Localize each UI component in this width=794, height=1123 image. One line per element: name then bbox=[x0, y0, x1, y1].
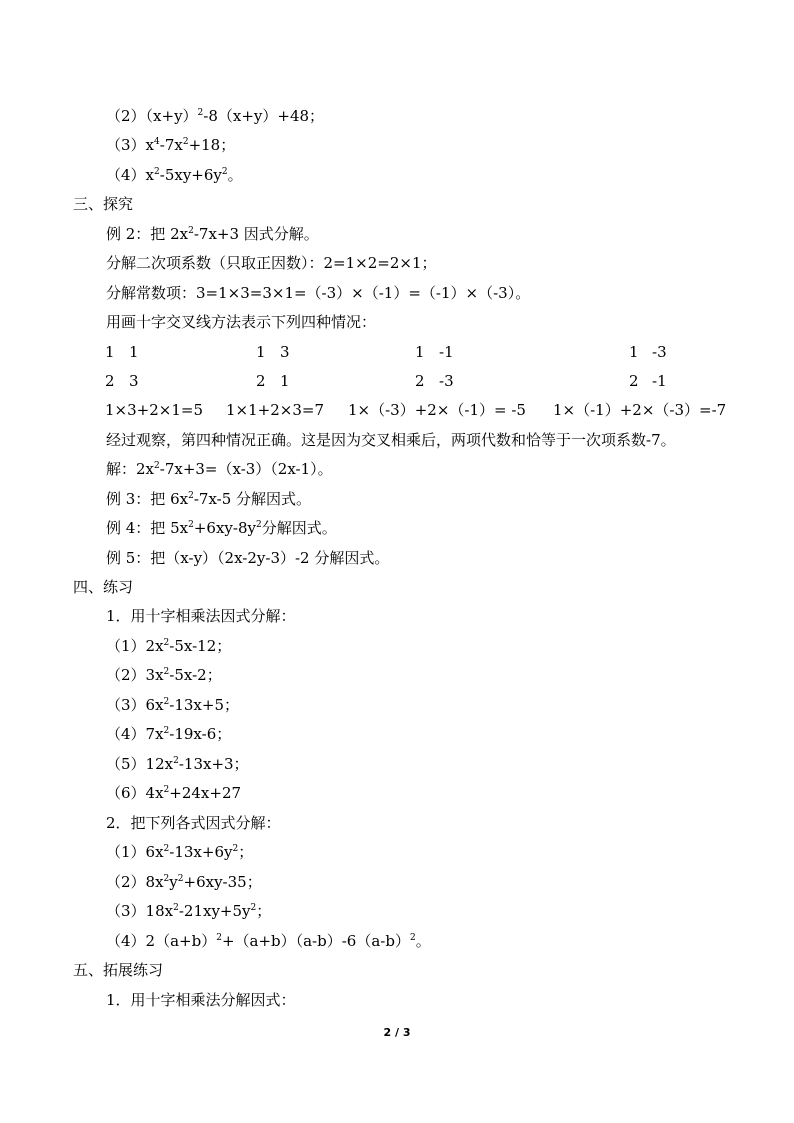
top-item: $(2)(x+y)^2-8(x+y)+48$； bbox=[106, 107, 325, 125]
observation: 经过观察，第四种情况正确。这是因为交叉相乘后，两项代数和恰等于一次项系数-7。 bbox=[106, 431, 676, 449]
example-3: 例 3：把 $6x^2-7x-5$ 分解因式。 bbox=[106, 490, 312, 508]
cross-cell: 3 bbox=[280, 343, 290, 361]
cross-cell: 3 bbox=[129, 372, 139, 390]
cross-calc: 1×（-3）+2×（-1）= -5 bbox=[348, 401, 526, 419]
example-4: 例 4：把 $5x^2+6xy-8y^2$分解因式。 bbox=[106, 519, 337, 537]
exercise-item: $(2)8x^2y^2+6xy-35$； bbox=[106, 873, 262, 891]
cross-cell: 1 bbox=[280, 372, 290, 390]
cross-cell: 2 bbox=[629, 372, 639, 390]
cross-cell: 2 bbox=[415, 372, 425, 390]
cross-cell: -1 bbox=[439, 343, 454, 361]
cross-calc: 1×1+2×3=7 bbox=[226, 401, 324, 419]
page-number: 2 / 3 bbox=[383, 1026, 411, 1039]
exercise-item: $(1)6x^2-13x+6y^2$； bbox=[106, 843, 254, 861]
solution: 解：$2x^2-7x+3=(x-3)(2x-1)$。 bbox=[106, 460, 333, 478]
cross-cell: -1 bbox=[652, 372, 667, 390]
exercise-item: $(4)7x^2-19x-6$； bbox=[106, 725, 232, 743]
exercise-item: $(3)6x^2-13x+5$； bbox=[106, 696, 240, 714]
top-item: $(4)x^2-5xy+6y^2$。 bbox=[106, 166, 243, 184]
exercise-item: $(4)2(a+b)^2+(a+b)(a-b)-6(a-b)^2$。 bbox=[106, 932, 431, 950]
exercise-2: 2．把下列各式因式分解： bbox=[106, 814, 281, 832]
cross-cell: 2 bbox=[256, 372, 266, 390]
cross-cell: 1 bbox=[415, 343, 425, 361]
cross-cell: -3 bbox=[439, 372, 454, 390]
extension-exercise-1: 1．用十字相乘法分解因式： bbox=[106, 991, 296, 1009]
exercise-1: 1．用十字相乘法因式分解： bbox=[106, 607, 296, 625]
exercise-item: $(2)3x^2-5x-2$； bbox=[106, 666, 222, 684]
cross-calc: 1×3+2×1=5 bbox=[105, 401, 203, 419]
exercise-item: $(6)4x^2+24x+27$ bbox=[106, 784, 242, 802]
decompose-quadratic-coefficient: 分解二次项系数（只取正因数）：2=1×2=2×1； bbox=[106, 254, 437, 272]
example-2: 例 2：把 $2x^2-7x+3$ 因式分解。 bbox=[106, 225, 319, 243]
exercise-item: $(1)2x^2-5x-12$； bbox=[106, 637, 232, 655]
cross-cell: 1 bbox=[256, 343, 266, 361]
cross-cell: 1 bbox=[105, 343, 115, 361]
example-5: 例 5：把（x-y）（2x-2y-3）-2 分解因式。 bbox=[106, 549, 390, 567]
section-heading: 三、探究 bbox=[73, 195, 134, 213]
exercise-item: $(3)18x^2-21xy+5y^2$； bbox=[106, 902, 272, 920]
cross-cell: 1 bbox=[129, 343, 139, 361]
cross-method-intro: 用画十字交叉线方法表示下列四种情况： bbox=[106, 313, 377, 331]
decompose-constant: 分解常数项：3=1×3=3×1=（-3）×（-1）=（-1）×（-3）。 bbox=[106, 284, 531, 302]
cross-cell: 2 bbox=[105, 372, 115, 390]
top-item: $(3)x^4-7x^2+18$； bbox=[106, 136, 236, 154]
section-heading: 四、练习 bbox=[73, 578, 134, 596]
cross-cell: 1 bbox=[629, 343, 639, 361]
cross-cell: -3 bbox=[652, 343, 667, 361]
cross-calc: 1×（-1）+2×（-3）=-7 bbox=[553, 401, 727, 419]
exercise-item: $(5)12x^2-13x+3$； bbox=[106, 755, 249, 773]
section-heading: 五、拓展练习 bbox=[73, 961, 164, 979]
